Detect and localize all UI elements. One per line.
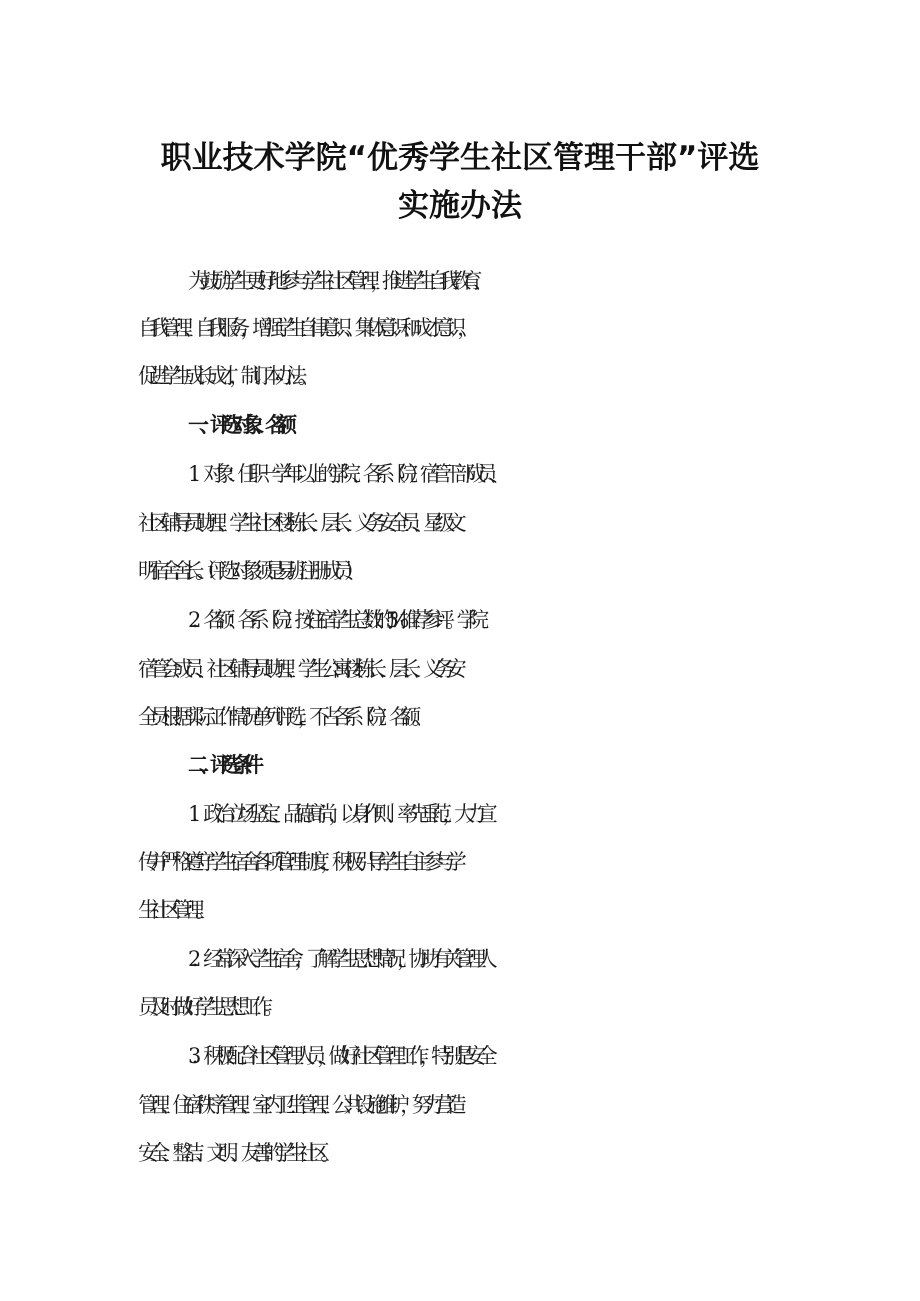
paragraph-line: 管理、住宿秩序管理、室内卫生管理、公共设施维护，努力营造 bbox=[138, 1093, 458, 1117]
paragraph-line: 1．对象：任职一学年以上的学院、各系（院）宿管干部成员、 bbox=[188, 462, 500, 486]
paragraph-line: 宿管会成员、社区辅导员助理、学生公寓楼栋长、层长、义务安 bbox=[138, 657, 458, 681]
document-title-line1: 职业技术学院“优秀学生社区管理干部”评选 bbox=[160, 140, 760, 176]
paragraph-line: 明宿舍舍长。（评选对象须是易班注册成员） bbox=[138, 559, 356, 583]
paragraph-line: 传并严格遵守学生宿舍各项管理制度，积极引导学生自主参与学 bbox=[138, 850, 458, 874]
intro-line: 为鼓励学生更好地参与学生社区管理，推进学生自我教育、 bbox=[188, 269, 485, 293]
paragraph-line: 2．经常深入学生宿舍，了解学生思想情况，协助有关管理人 bbox=[188, 947, 489, 971]
paragraph-line: 安全、整洁、文明、友善的学生社区。 bbox=[138, 1141, 332, 1165]
section-heading: 一、评选对象、名额 bbox=[188, 413, 287, 437]
document-title-line2: 实施办法 bbox=[398, 188, 522, 224]
paragraph-line: 员及时做好学生思想工作。 bbox=[138, 995, 275, 1019]
paragraph-line: 3．积极配合社区管理人员，做好社区管理工作，特别是安全 bbox=[188, 1044, 489, 1068]
paragraph-line: 生社区管理。 bbox=[138, 898, 207, 922]
intro-line: 自我管理、自我服务，增强学生自律意识、集体意识和成才意识， bbox=[138, 316, 469, 340]
paragraph-line: 社区辅导员助理、学生社区楼栋长、层长、义务安全员、星级文 bbox=[138, 511, 458, 535]
paragraph-line: 全员根据实际工作情况单列评选，不占各系（院）名额。 bbox=[138, 705, 423, 729]
paragraph-line: 2．名额：各系（院）按住宿学生总数的5%推荐参评。学院 bbox=[188, 608, 480, 632]
intro-line: 促进学生成长成才，制订本办法。 bbox=[138, 364, 309, 388]
section-heading: 二、评选条件 bbox=[188, 753, 254, 777]
paragraph-line: 1．政治立场坚定、品德高尚，以身作则、率先垂范，大力宣 bbox=[188, 802, 489, 826]
